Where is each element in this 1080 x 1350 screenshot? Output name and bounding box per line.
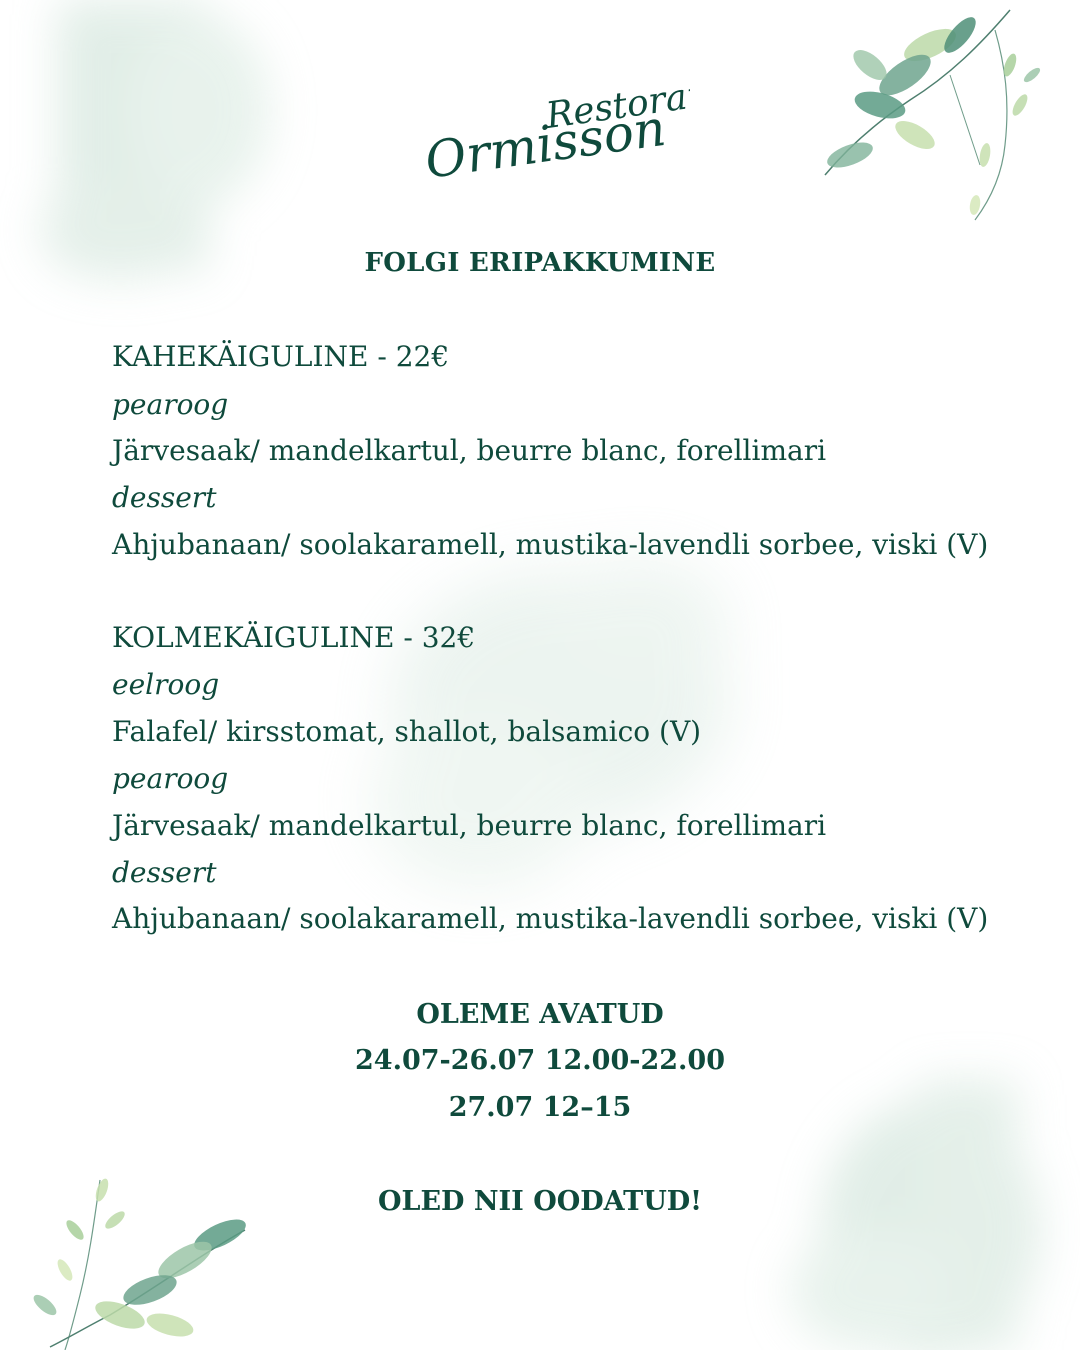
course-dish: Järvesaak/ mandelkartul, beurre blanc, forellimari — [112, 434, 827, 467]
course-dish: Falafel/ kirsstomat, shallot, balsamico (V) — [112, 715, 702, 748]
course-label: dessert — [112, 856, 217, 889]
logo-text-restoran: Restoran — [543, 73, 690, 137]
opening-hours-title: OLEME AVATUD — [416, 999, 664, 1030]
logo-text-ormisson: Ormisson — [421, 98, 670, 190]
course-label: eelroog — [112, 668, 220, 701]
menu-title-three-course: KOLMEKÄIGULINE - 32€ — [112, 621, 476, 654]
menu-title-two-course: KAHEKÄIGULINE - 22€ — [112, 340, 450, 373]
restaurant-logo — [420, 66, 690, 206]
course-dish: Ahjubanaan/ soolakaramell, mustika-lavendli sorbee, viski (V) — [112, 528, 989, 561]
course-label: pearoog — [112, 388, 229, 421]
course-dish: Ahjubanaan/ soolakaramell, mustika-lavendli sorbee, viski (V) — [112, 902, 989, 935]
page-title: FOLGI ERIPAKKUMINE — [364, 248, 716, 278]
logo-script — [420, 66, 690, 206]
course-label: dessert — [112, 481, 217, 514]
leaf-branch-top-right-icon — [810, 5, 1050, 225]
opening-hours-line: 27.07 12–15 — [448, 1092, 632, 1123]
course-dish: Järvesaak/ mandelkartul, beurre blanc, forellimari — [112, 809, 827, 842]
opening-hours-line: 24.07-26.07 12.00-22.00 — [355, 1045, 725, 1076]
closing-message: OLED NII OODATUD! — [377, 1186, 703, 1217]
course-label: pearoog — [112, 762, 229, 795]
